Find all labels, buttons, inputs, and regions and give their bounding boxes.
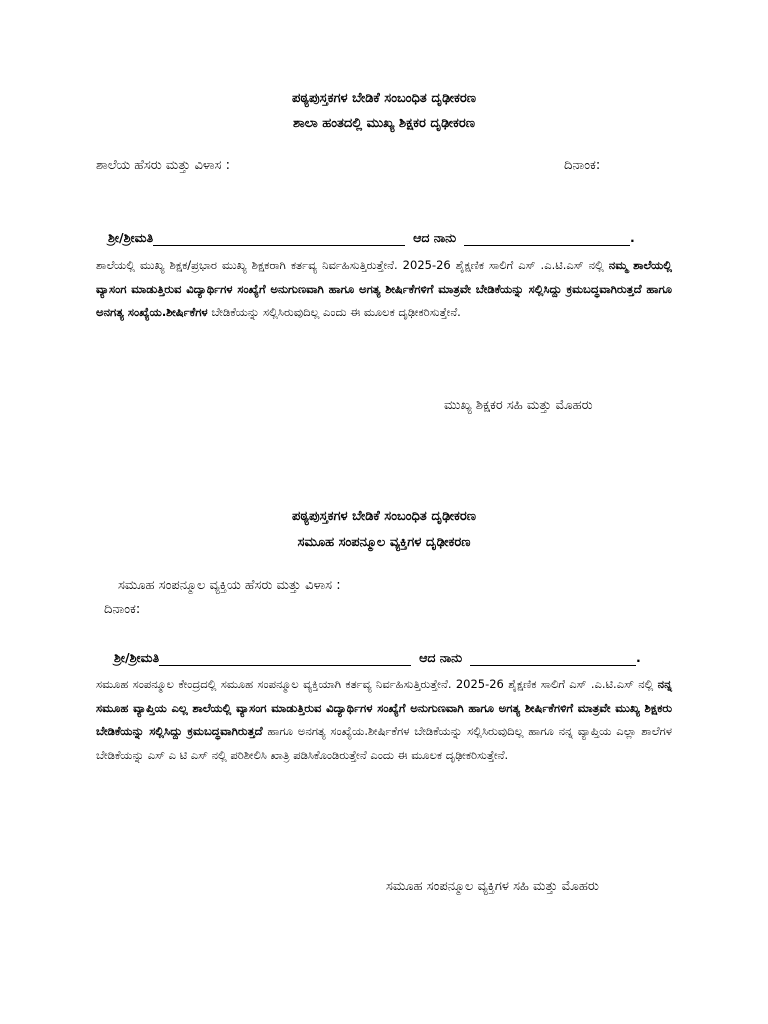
section2-period: .	[636, 650, 641, 665]
section2-para-part3: ಹಾಗೂ ಅನಗತ್ಯ ಸಂಖ್ಯೆಯ.ಶೀರ್ಷಿಕೆಗಳ ಬೇಡಿಕೆಯನ್ನು ಸಲ್ಲಿಸಿರುವುದಿಲ್ಲ ಹಾಗೂ ನನ್ನ ವ್ಯಾಪ್ತಿಯ ಎಲ್ಲಾ ಶಾಲೆಗಳ ಬೇಡಿಕೆಯನ್ನು ಎಸ್ ಎ ಟಿ ಎಸ್ ನಲ್ಲಿ ಪರಿಶೀಲಿಸಿ ಖಾತ್ರಿ ಪಡಿಸಿಕೊಂಡಿರುತ್ತೇನೆ ಎಂದು ಈ ಮೂಲಕ ದೃಢೀಕರಿಸುತ್ತೇನೆ.	[96, 724, 672, 762]
section2-para-part1: ಸಮೂಹ ಸಂಪನ್ಮೂಲ ಕೇಂದ್ರದಲ್ಲಿ ಸಮೂಹ ಸಂಪನ್ಮೂಲ ವ್ಯಕ್ತಿಯಾಗಿ ಕರ್ತವ್ಯ ನಿರ್ವಹಿಸುತ್ತಿರುತ್ತೇನೆ. 2025-26 ಶೈಕ್ಷಣಿಕ ಸಾಲಿಗೆ ಎಸ್ .ಎ.ಟಿ.ಎಸ್ ನಲ್ಲಿ	[96, 677, 654, 691]
section2-declaration-paragraph	[96, 673, 672, 767]
section1-title-line1: ಪಠ್ಯಪುಸ್ತಕಗಳ ಬೇಡಿಕೆ ಸಂಬಂಧಿತ ದೃಢೀಕರಣ	[292, 91, 476, 106]
section1-name-row	[108, 230, 674, 246]
section1-declaration-paragraph	[96, 254, 672, 325]
section2-title-line2: ಸಮೂಹ ಸಂಪನ್ಮೂಲ ವ್ಯಕ್ತಿಗಳ ದೃಢೀಕರಣ	[297, 535, 471, 550]
section2-designation-blank	[470, 653, 636, 666]
crp-name-address-label: ಸಮೂಹ ಸಂಪನ್ಮೂಲ ವ್ಯಕ್ತಿಯ ಹೆಸರು ಮತ್ತು ವಿಳಾಸ :	[118, 578, 341, 593]
headmaster-signature-label: ಮುಖ್ಯ ಶಿಕ್ಷಕರ ಸಹಿ ಮತ್ತು ಮೊಹರು	[444, 398, 593, 413]
section2-name-blank	[159, 653, 411, 666]
section1-period: .	[630, 230, 635, 245]
section1-designation-blank	[464, 233, 630, 246]
section1-date-label: ದಿನಾಂಕ:	[564, 158, 601, 173]
section1-para-part1: ಶಾಲೆಯಲ್ಲಿ ಮುಖ್ಯ ಶಿಕ್ಷಕ/ಪ್ರಭಾರ ಮುಖ್ಯ ಶಿಕ್ಷಕರಾಗಿ ಕರ್ತವ್ಯ ನಿರ್ವಹಿಸುತ್ತಿರುತ್ತೇನೆ. 2025-26 ಶೈಕ್ಷಣಿಕ ಸಾಲಿಗೆ ಎಸ್ .ಎ.ಟಿ.ಎಸ್ ನಲ್ಲಿ	[96, 258, 604, 272]
section1-para-part2: ನಮ್ಮ ಶಾಲೆಯಲ್ಲಿ ವ್ಯಾಸಂಗ ಮಾಡುತ್ತಿರುವ ವಿದ್ಯಾರ್ಥಿಗಳ ಸಂಖ್ಯೆಗೆ ಅನುಗುಣವಾಗಿ ಹಾಗೂ ಅಗತ್ಯ ಶೀರ್ಷಿಕೆಗಳಿಗೆ ಮಾತ್ರವೇ ಬೇಡಿಕೆಯನ್ನು ಸಲ್ಲಿಸಿದ್ದು ಕ್ರಮಬದ್ಧವಾಗಿರುತ್ತದೆ ಹಾಗೂ ಅನಗತ್ಯ ಸಂಖ್ಯೆಯ.ಶೀರ್ಷಿಕೆಗಳ	[96, 258, 672, 319]
section1-para-part3: ಬೇಡಿಕೆಯನ್ನು ಸಲ್ಲಿಸಿರುವುದಿಲ್ಲ ಎಂದು ಈ ಮೂಲಕ ದೃಢೀಕರಿಸುತ್ತೇನೆ.	[211, 305, 461, 319]
crp-signature-label: ಸಮೂಹ ಸಂಪನ್ಮೂಲ ವ್ಯಕ್ತಿಗಳ ಸಹಿ ಮತ್ತು ಮೊಹರು	[386, 879, 599, 894]
section2-name-row	[114, 650, 674, 666]
section1-aada-naanu: ಆದ ನಾನು	[413, 230, 457, 245]
section2-aada-naanu: ಆದ ನಾನು	[419, 650, 463, 665]
school-name-address-label: ಶಾಲೆಯ ಹೆಸರು ಮತ್ತು ವಿಳಾಸ :	[96, 158, 230, 173]
section2-sri-label: ಶ್ರೀ/ಶ್ರೀಮತಿ	[114, 650, 160, 665]
section1-title-line2: ಶಾಲಾ ಹಂತದಲ್ಲಿ ಮುಖ್ಯ ಶಿಕ್ಷಕರ ದೃಢೀಕರಣ	[293, 116, 475, 131]
section1-name-blank	[153, 233, 405, 246]
section2-title-line1: ಪಠ್ಯಪುಸ್ತಕಗಳ ಬೇಡಿಕೆ ಸಂಬಂಧಿತ ದೃಢೀಕರಣ	[292, 509, 476, 524]
section1-sri-label: ಶ್ರೀ/ಶ್ರೀಮತಿ	[108, 230, 154, 245]
section2-para-part2: ನನ್ನ ಸಮೂಹ ವ್ಯಾಪ್ತಿಯ ಎಲ್ಲ ಶಾಲೆಯಲ್ಲಿ ವ್ಯಾಸಂಗ ಮಾಡುತ್ತಿರುವ ವಿದ್ಯಾರ್ಥಿಗಳ ಸಂಖ್ಯೆಗೆ ಅನುಗುಣವಾಗಿ ಹಾಗೂ ಅಗತ್ಯ ಶೀರ್ಷಿಕೆಗಳಿಗೆ ಮಾತ್ರವೇ ಮುಖ್ಯ ಶಿಕ್ಷಕರು ಬೇಡಿಕೆಯನ್ನು ಸಲ್ಲಿಸಿದ್ದು ಕ್ರಮಬದ್ಧವಾಗಿರುತ್ತದೆ	[96, 677, 673, 738]
section2-date-label: ದಿನಾಂಕ:	[104, 602, 141, 617]
